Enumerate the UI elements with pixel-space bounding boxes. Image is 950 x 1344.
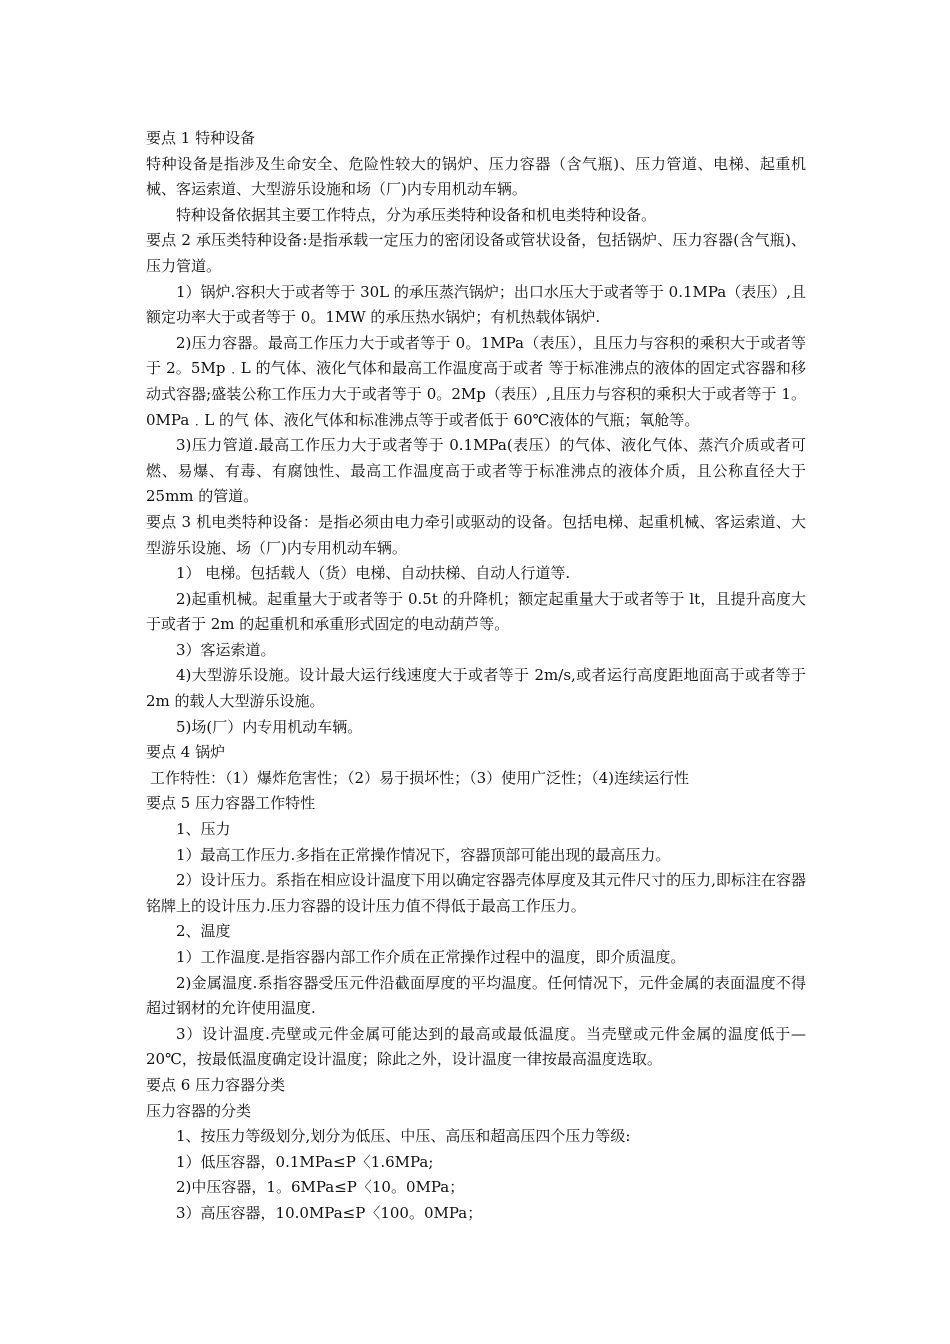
document-body xyxy=(146,126,806,1227)
paragraph-special-equipment-types: 特种设备依据其主要工作特点，分为承压类特种设备和机电类特种设备。 xyxy=(176,205,657,224)
list-item-metal-temperature: 2)金属温度.系指容器受压元件沿截面厚度的平均温度。任何情况下，元件金属的表面温度不得超过钢材的允许使用温度. xyxy=(146,973,806,1018)
list-item-site-vehicle: 5)场(厂）内专用机动车辆。 xyxy=(176,717,363,736)
heading-point-4: 要点 4 锅炉 xyxy=(146,743,226,762)
list-item-pressure-grade: 1、按压力等级划分,划分为低压、中压、高压和超高压四个压力等级: xyxy=(176,1127,631,1146)
heading-point-6: 要点 6 压力容器分类 xyxy=(146,1075,286,1094)
paragraph-boiler-characteristics: 工作特性：（1）爆炸危害性；（2）易于损坏性；（3）使用广泛性；（4)连续运行性 xyxy=(150,768,690,787)
list-item-elevator: 1） 电梯。包括载人（货）电梯、自动扶梯、自动人行道等. xyxy=(176,564,571,583)
heading-point-2: 要点 2 承压类特种设备:是指承载一定压力的密闭设备或管状设备，包括锅炉、压力容器(含气瓶)、压力管道。 xyxy=(146,231,806,275)
list-item-high-pressure: 3）高压容器，10.0MPa≤P〈100。0MPa； xyxy=(176,1203,483,1222)
list-item-low-pressure: 1）低压容器，0.1MPa≤P〈1.6MPa; xyxy=(176,1152,434,1171)
list-item-design-pressure: 2）设计压力。系指在相应设计温度下用以确定容器壳体厚度及其元件尺寸的压力,即标注在容器铭牌上的设计压力.压力容器的设计压力值不得低于最高工作压力。 xyxy=(146,871,806,915)
list-item-lifting-machinery: 2)起重机械。起重量大于或者等于 0.5t 的升降机；额定起重量大于或者等于 lt，且提升高度大于或者于 2m 的起重机和承重形式固定的电动葫芦等。 xyxy=(146,589,806,634)
subheading-pressure: 1、压力 xyxy=(176,820,231,839)
paragraph-special-equipment-definition: 特种设备是指涉及生命安全、危险性较大的锅炉、压力容器（含气瓶)、压力管道、电梯、起重机械、客运索道、大型游乐设施和场（厂)内专用机动车辆。 xyxy=(146,154,806,199)
list-item-pressure-vessel: 2)压力容器。最高工作压力大于或者等于 0。1MPa（表压），且压力与容积的乘积大于或者等于 2。5Mp﹒L 的气体、液化气体和最高工作温度高于或者 等于标准沸点的液体的固定式容器和移动式容器;盛装公称工作压力大于或者等于 0。2Mp（表压）,且压力与容积的乘积大于或者等于 1。0MPa﹒L 的气 体、液化气体和标准沸点等于或者低于 60℃液体的气瓶；氧舱等。 xyxy=(146,333,806,429)
heading-point-3: 要点 3 机电类特种设备：是指必须由电力牵引或驱动的设备。包括电梯、起重机械、客运索道、大型游乐设施、场（厂)内专用机动车辆。 xyxy=(146,512,806,557)
list-item-medium-pressure: 2)中压容器，1。6MPa≤P〈10。0MPa； xyxy=(176,1178,465,1197)
subheading-temperature: 2、温度 xyxy=(176,922,231,941)
list-item-boiler: 1）锅炉.容积大于或者等于 30L 的承压蒸汽锅炉；出口水压大于或者等于 0.1MPa（表压）,且额定功率大于或者等于 0。1MW 的承压热水锅炉；有机热载体锅炉. xyxy=(146,282,807,327)
heading-point-5: 要点 5 压力容器工作特性 xyxy=(146,794,316,813)
list-item-pressure-pipeline: 3)压力管道.最高工作压力大于或者等于 0.1MPa(表压）的气体、液化气体、蒸汽介质或者可燃、易爆、有毒、有腐蚀性、最高工作温度高于或者等于标准沸点的液体介质，且公称直径大于 25mm 的管道。 xyxy=(146,436,806,506)
list-item-amusement-facility: 4)大型游乐设施。设计最大运行线速度大于或者等于 2m/s,或者运行高度距地面高于或者等于 2m 的载人大型游乐设施。 xyxy=(146,666,806,711)
subheading-vessel-classification: 压力容器的分类 xyxy=(146,1101,252,1120)
list-item-working-temperature: 1）工作温度.是指容器内部工作介质在正常操作过程中的温度，即介质温度。 xyxy=(176,948,686,966)
list-item-passenger-ropeway: 3）客运索道。 xyxy=(176,640,276,659)
list-item-max-working-pressure: 1）最高工作压力.多指在正常操作情况下，容器顶部可能出现的最高压力。 xyxy=(176,845,671,864)
list-item-design-temperature: 3）设计温度.壳壁或元件金属可能达到的最高或最低温度。当壳壁或元件金属的温度低于—20℃，按最低温度确定设计温度；除此之外，设计温度一律按最高温度选取。 xyxy=(146,1024,806,1069)
heading-point-1: 要点 1 特种设备 xyxy=(146,129,256,147)
